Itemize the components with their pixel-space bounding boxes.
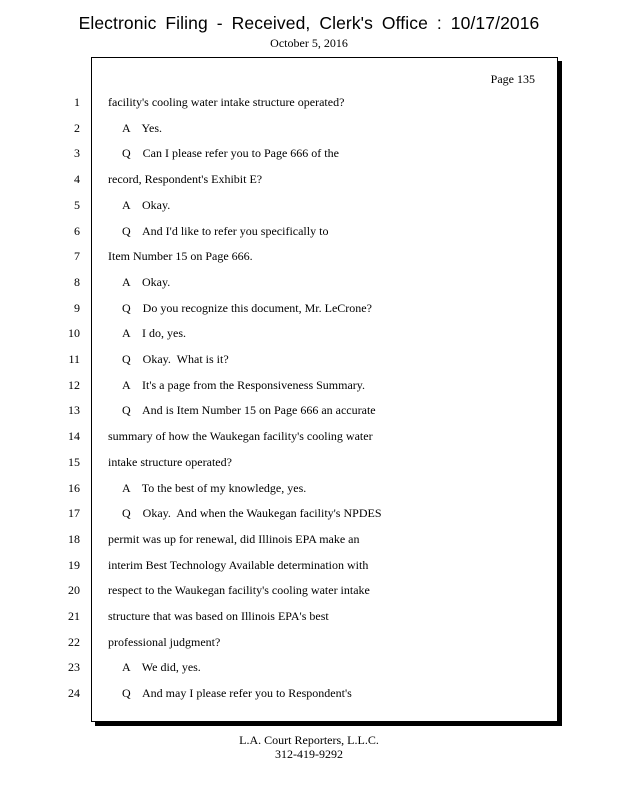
line-number: 11 <box>68 352 80 366</box>
line-text: professional judgment? <box>108 634 221 649</box>
line-text: A Okay. <box>122 274 171 289</box>
transcript-line <box>0 429 618 449</box>
line-number: 1 <box>74 95 80 109</box>
line-number: 14 <box>68 429 80 444</box>
line-number: 5 <box>74 197 80 212</box>
line-number: 24 <box>68 686 80 701</box>
line-number: 16 <box>68 480 80 495</box>
transcript-line <box>0 583 618 603</box>
line-text: A We did, yes. <box>122 660 201 675</box>
line-number: 8 <box>74 274 80 289</box>
transcript-line <box>0 172 618 192</box>
line-number: 20 <box>68 583 80 598</box>
line-number: 6 <box>74 223 80 238</box>
transcript-line <box>0 506 618 526</box>
line-number: 22 <box>68 634 80 649</box>
transcript-line <box>0 275 618 295</box>
transcript-line <box>0 301 618 321</box>
line-number: 15 <box>68 454 80 469</box>
transcript-line <box>0 378 618 398</box>
line-number: 23 <box>68 660 80 675</box>
line-text: A Yes. <box>122 120 163 135</box>
transcript-line <box>0 660 618 680</box>
transcript-line <box>0 146 618 166</box>
transcript-line <box>0 635 618 655</box>
filing-stamp: Electronic Filing - Received, Clerk's Office : 10/17/2016 <box>78 13 540 33</box>
reporter-company: L.A. Court Reporters, L.L.C. <box>239 733 379 747</box>
line-text: Q Do you recognize this document, Mr. LeCrone? <box>122 300 372 315</box>
line-text: Q And is Item Number 15 on Page 666 an accurate <box>122 403 376 418</box>
line-number: 18 <box>68 531 80 546</box>
line-number: 19 <box>68 557 80 572</box>
transcript-line <box>0 481 618 501</box>
transcript-line <box>0 532 618 552</box>
transcript-line <box>0 352 618 372</box>
line-number: 21 <box>68 609 80 623</box>
line-text: Q And I'd like to refer you specifically to <box>122 223 329 238</box>
transcript-line <box>0 455 618 475</box>
transcript-line <box>0 198 618 218</box>
line-number: 9 <box>74 300 80 315</box>
line-number: 3 <box>74 146 80 161</box>
line-text: summary of how the Waukegan facility's cooling water <box>108 429 373 444</box>
transcript-line <box>0 609 618 629</box>
line-text: A Okay. <box>122 197 171 212</box>
transcript-date: October 5, 2016 <box>270 36 348 50</box>
transcript-line <box>0 224 618 244</box>
line-text: facility's cooling water intake structure operated? <box>108 95 345 109</box>
line-number: 10 <box>68 326 80 341</box>
line-text: respect to the Waukegan facility's cooling water intake <box>108 583 370 598</box>
reporter-phone: 312-419-9292 <box>275 747 343 761</box>
line-text: record, Respondent's Exhibit E? <box>108 172 263 187</box>
line-text: Q Okay. What is it? <box>122 352 229 366</box>
transcript-line <box>0 249 618 269</box>
transcript-line <box>0 686 618 706</box>
line-text: structure that was based on Illinois EPA's best <box>108 609 329 623</box>
line-text: Item Number 15 on Page 666. <box>108 249 253 264</box>
transcript-line <box>0 326 618 346</box>
line-number: 4 <box>74 172 80 187</box>
line-number: 13 <box>68 403 80 418</box>
line-text: Q Can I please refer you to Page 666 of the <box>122 146 339 161</box>
transcript-line <box>0 403 618 423</box>
line-text: Q And may I please refer you to Respondent's <box>122 686 352 701</box>
transcript-line <box>0 95 618 115</box>
line-text: intake structure operated? <box>108 454 232 469</box>
line-text: A To the best of my knowledge, yes. <box>122 480 307 495</box>
line-text: permit was up for renewal, did Illinois EPA make an <box>108 531 360 546</box>
line-text: Q Okay. And when the Waukegan facility's NPDES <box>122 506 382 521</box>
line-number: 7 <box>74 249 80 264</box>
transcript-line <box>0 121 618 141</box>
line-text: A It's a page from the Responsiveness Summary. <box>122 377 366 392</box>
line-number: 12 <box>68 377 80 392</box>
line-text: interim Best Technology Available determination with <box>108 557 369 572</box>
page-number: Page 135 <box>490 72 535 86</box>
transcript-line <box>0 558 618 578</box>
line-number: 17 <box>68 506 80 521</box>
line-number: 2 <box>74 120 80 135</box>
line-text: A I do, yes. <box>122 326 186 341</box>
